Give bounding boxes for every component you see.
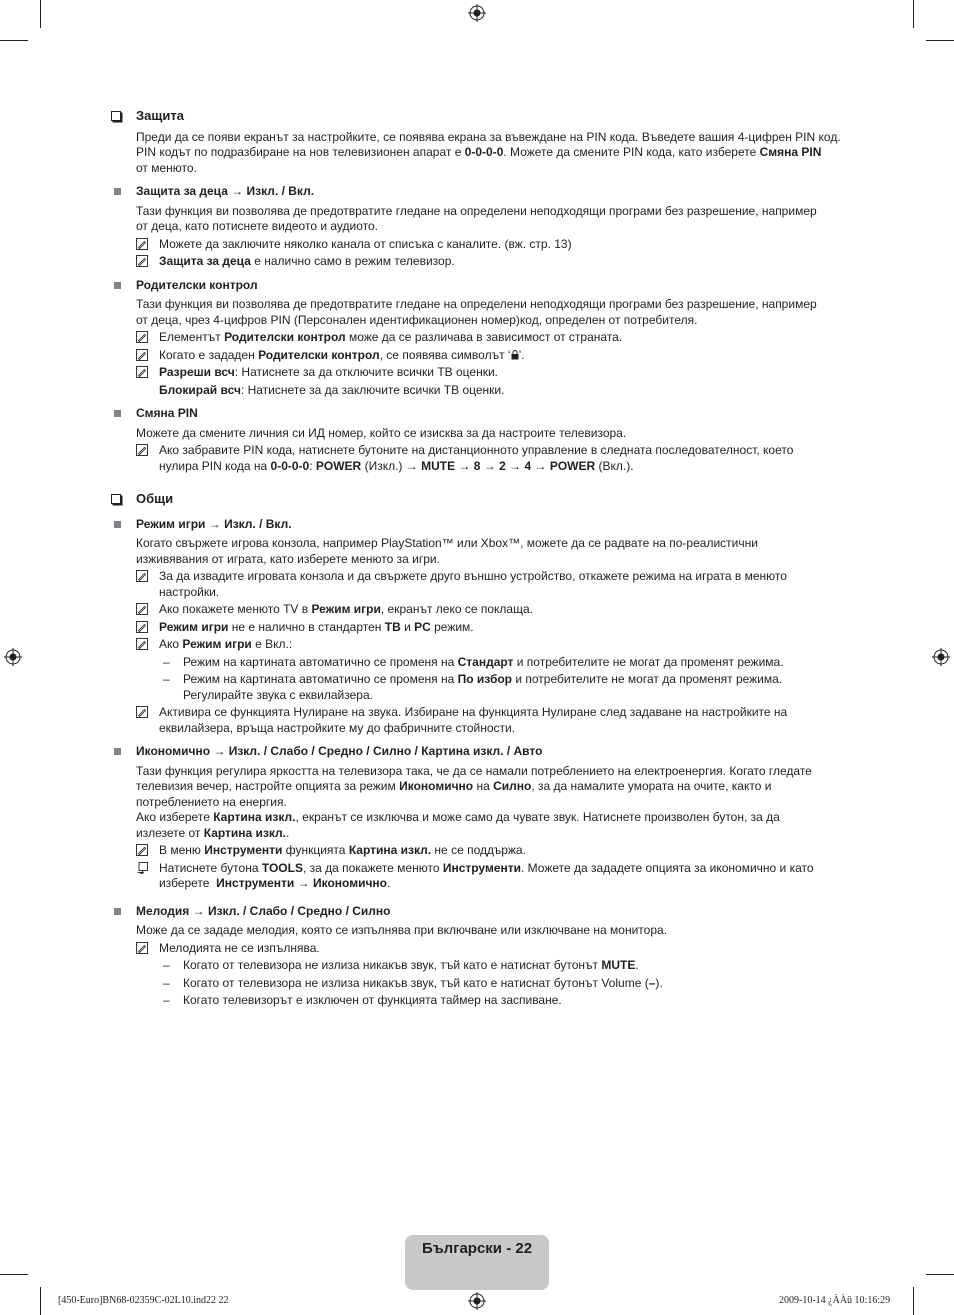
child-lock-desc <box>111 204 841 235</box>
section-heading-general <box>111 491 841 507</box>
note-item <box>111 637 841 653</box>
text-run: и потребителите не могат да променят режима. <box>512 672 783 686</box>
text-run: → <box>531 458 550 473</box>
text-line: от деца, като потиснете видеото и аудиото. <box>136 219 378 233</box>
text-run: Когато телевизорът е изключен от функцията таймер на заспиване. <box>183 993 562 1007</box>
text-run: 0-0-0-0 <box>270 458 310 473</box>
tools-remote-icon <box>136 862 148 874</box>
note-item <box>111 348 841 364</box>
section-title: Защита <box>136 108 184 123</box>
text-run: Когато е зададен <box>159 347 259 362</box>
subheading-game-mode <box>111 517 841 533</box>
note-pencil-icon <box>136 366 148 378</box>
text-run: : Натиснете за да заключите всички ТВ оценки. <box>240 382 505 397</box>
text-run: е Вкл.: <box>251 637 293 651</box>
text-run: и <box>400 619 415 634</box>
text-run: Родителски контрол <box>258 347 380 362</box>
text-run: По избор <box>457 672 513 686</box>
text-run: телевизия вечер, настройте опцията за режим <box>136 779 400 793</box>
text-run: Когато от телевизора не излиза никакъв звук, тъй като е натиснат бутонът <box>183 958 602 972</box>
text-run: Ако изберете <box>136 810 214 824</box>
text-line: Регулирайте звука с еквилайзера. <box>183 687 373 702</box>
dash-bullet: – <box>163 993 170 1007</box>
subheading-text: Защита за деца → Изкл. / Вкл. <box>136 184 315 198</box>
text-run: 4 <box>524 458 532 473</box>
text-run: ). <box>655 975 663 990</box>
text-line: За да извадите игровата конзола и да свържете друго външно устройство, откажете режима на играта в менюто <box>159 569 787 583</box>
crop-mark <box>0 40 28 41</box>
text-line <box>136 145 841 161</box>
text-run: → <box>480 458 500 473</box>
subheading-text: Смяна PIN <box>136 406 198 420</box>
text-run: 0-0-0-0 <box>464 145 504 159</box>
crop-mark <box>40 0 41 28</box>
slug-left: [450-Euro]BN68-02359C-02L10.ind22 22 <box>58 1295 229 1306</box>
text-run: излезете от <box>136 825 204 840</box>
gray-square-bullet-icon <box>114 282 121 289</box>
text-run: Картина изкл. <box>213 810 296 824</box>
text-run: Натиснете бутона <box>159 860 262 875</box>
text-line: Тази функция ви позволява де предотвратите гледане на определени неподходящи програми без разрешение, например <box>136 297 817 311</box>
registration-mark-icon <box>468 1292 486 1310</box>
text-line: Активира се функцията Нулиране на звука. Избиране на функцията Нулиране след задаване на настройките на <box>159 705 788 719</box>
gray-square-bullet-icon <box>114 188 121 195</box>
note-pencil-icon <box>136 603 148 615</box>
text-run: 2 <box>499 458 506 473</box>
subheading-text: Икономично → Изкл. / Слабо / Средно / Силно / Картина изкл. / Авто <box>136 744 543 758</box>
change-pin-desc <box>111 426 841 442</box>
text-run: → <box>505 458 525 473</box>
crop-mark <box>926 1274 954 1275</box>
subheading-text: Мелодия → Изкл. / Слабо / Средно / Силно <box>136 903 391 918</box>
text-run: : Натиснете за да отключите всички ТВ оценки. <box>234 365 499 379</box>
text-line <box>159 459 841 475</box>
crop-mark <box>40 1287 41 1315</box>
note-pencil-icon <box>136 238 148 250</box>
text-line: от деца, чрез 4-цифров PIN (Персонален идентификационен номер)код, определен от потребителя. <box>136 312 698 327</box>
subheading-melody <box>111 904 841 920</box>
text-run: Икономично <box>399 779 474 793</box>
dash-item <box>111 655 841 671</box>
subheading-change-pin <box>111 406 841 422</box>
gray-square-bullet-icon <box>114 748 121 755</box>
text-run: → <box>455 458 474 473</box>
text-run: – <box>648 975 656 990</box>
section-title: Общи <box>136 491 174 506</box>
text-line: от менюто. <box>136 160 197 175</box>
text-run: В меню <box>159 843 205 857</box>
text-line <box>136 826 841 842</box>
text-run: : <box>309 458 316 473</box>
text-run: нулира PIN кода на <box>159 458 271 473</box>
eco-desc <box>111 764 841 842</box>
melody-desc <box>111 923 841 939</box>
checkbox-bullet-icon <box>111 111 121 121</box>
note-item <box>111 254 841 270</box>
protection-intro <box>111 130 841 177</box>
text-run: PC <box>414 619 431 634</box>
note-item <box>111 705 841 736</box>
crop-mark <box>0 1274 28 1275</box>
note-item <box>111 843 841 859</box>
text-run: може да се различава в зависимост от страната. <box>345 330 623 344</box>
text-line: Можете да смените личния си ИД номер, който се изисква за да настроите телевизора. <box>136 425 627 440</box>
note-pencil-icon <box>136 621 148 633</box>
section-heading-protection <box>111 108 841 124</box>
text-run: MUTE <box>421 458 456 473</box>
note-item <box>111 443 841 474</box>
note-item <box>111 237 841 253</box>
dash-bullet: – <box>163 672 170 686</box>
text-run: . <box>635 958 639 972</box>
page-content <box>111 108 841 1009</box>
gray-square-bullet-icon <box>114 410 121 417</box>
note-text: Мелодията не се изпълнява. <box>159 940 320 955</box>
text-run: Стандарт <box>457 654 514 669</box>
text-run: функцията <box>282 843 349 857</box>
checkbox-bullet-icon <box>111 494 121 504</box>
note-pencil-icon <box>136 570 148 582</box>
text-line: Тази функция регулира яркостта на телевизора така, че да се намали потреблението на електроенергия. Когато гледате <box>136 763 812 778</box>
text-run: Ако <box>159 637 183 651</box>
gray-square-bullet-icon <box>114 908 121 915</box>
note-item <box>111 365 841 381</box>
text-run: (Изкл.) → <box>361 458 422 473</box>
text-line: Може да се зададе мелодия, която се изпълнява при включване или изключване на монитора. <box>136 923 668 937</box>
text-run: (Вкл.). <box>595 458 634 473</box>
text-line <box>183 672 841 688</box>
text-line <box>159 876 841 892</box>
dash-item <box>111 976 841 992</box>
subheading-parental <box>111 278 841 294</box>
text-run: ’. <box>518 347 525 362</box>
text-run: Картина изкл. <box>203 825 287 840</box>
text-run: . <box>387 876 391 890</box>
text-run: Защита за деца <box>159 254 251 268</box>
text-run: Ако покажете менюто TV в <box>159 602 312 616</box>
text-run: Разреши всч <box>159 365 235 379</box>
text-run: , екранът леко се поклаща. <box>380 602 533 616</box>
registration-mark-icon <box>932 648 950 666</box>
text-run: TOOLS <box>261 860 303 875</box>
text-run: и потребителите не могат да променят режима. <box>513 654 784 669</box>
dash-bullet: – <box>163 654 170 669</box>
text-run: . Можете да зададете опцията за икономично и като <box>521 860 814 875</box>
crop-mark <box>926 40 954 41</box>
crop-mark <box>913 0 914 28</box>
text-line: Когато свържете игрова конзола, например PlayStation™ или Xbox™, можете да се радвате на по-реалистични <box>136 536 758 550</box>
dash-bullet: – <box>163 958 170 972</box>
text-run: POWER <box>315 458 362 473</box>
note-pencil-icon <box>136 942 148 954</box>
text-run: не е налично в стандартен <box>228 619 385 634</box>
text-line: потреблението на енергия. <box>136 794 287 809</box>
note-pencil-icon <box>136 444 148 456</box>
text-run: Елементът <box>159 330 225 344</box>
text-run: на <box>473 779 494 793</box>
crop-mark <box>913 1287 914 1315</box>
text-run: Силно <box>493 779 532 793</box>
slug-right: 2009-10-14 ¿ÀÀü 10:16:29 <box>779 1295 891 1306</box>
dash-item <box>111 993 841 1009</box>
text-run: изберете <box>159 876 217 890</box>
text-line <box>136 810 841 826</box>
note-continuation <box>111 383 841 399</box>
text-run: Родителски контрол <box>224 330 346 344</box>
text-line: еквилайзера, връща настройките му до фабричните стойности. <box>159 720 516 735</box>
note-item <box>111 602 841 618</box>
text-run: , за да намалите умората на очите, както и <box>531 779 772 793</box>
dash-bullet: – <box>163 975 170 990</box>
note-pencil-icon <box>136 844 148 856</box>
note-pencil-icon <box>136 331 148 343</box>
subheading-child-lock <box>111 184 841 200</box>
text-line: Ако забравите PIN кода, натиснете бутоните на дистанционното управление в следната последователност, което <box>159 443 794 457</box>
note-text: Можете да заключите няколко канала от списъка с каналите. (вж. стр. 13) <box>159 236 572 251</box>
note-item <box>111 569 841 600</box>
dash-item <box>111 672 841 703</box>
subheading-text: Родителски контрол <box>136 277 258 292</box>
subheading-text: Режим игри → Изкл. / Вкл. <box>136 516 292 531</box>
text-line: настройки. <box>159 584 220 599</box>
text-run: не се поддържа. <box>431 843 526 857</box>
text-run: , за да покажете менюто <box>302 860 443 875</box>
game-mode-desc <box>111 536 841 567</box>
note-pencil-icon <box>136 349 148 361</box>
text-run: Картина изкл. <box>348 843 432 857</box>
text-run: , екранът се изключва и може само да чувате звук. Натиснете произволен бутон, за да <box>295 810 780 824</box>
text-run: Инструменти → Икономично <box>216 876 387 890</box>
text-run: Режим игри <box>311 602 381 616</box>
lock-icon <box>511 350 519 360</box>
text-run: PIN кодът по подразбиране на нов телевизионен апарат е <box>136 145 465 159</box>
text-run: Режим игри <box>182 637 252 651</box>
subheading-eco <box>111 744 841 760</box>
text-run: Режим игри <box>159 619 229 634</box>
text-run: 8 <box>473 458 481 473</box>
text-run: Блокирай всч <box>159 382 241 397</box>
tools-note-item <box>111 861 841 892</box>
note-item <box>111 941 841 957</box>
text-run: ТВ <box>384 619 401 634</box>
registration-mark-icon <box>468 4 486 22</box>
page-number-label: Български - 22 <box>421 1240 533 1257</box>
note-pencil-icon <box>136 706 148 718</box>
text-line: Тази функция ви позволява де предотвратите гледане на определени неподходящи програми без разрешение, например <box>136 203 817 218</box>
text-run: MUTE <box>601 958 636 972</box>
text-run: Режим на картината автоматично се променя на <box>183 654 458 669</box>
text-run: е налично само в режим телевизор. <box>250 254 455 268</box>
text-line: Преди да се появи екранът за настройките, се появява екрана за въвеждане на PIN кода. Въведете вашия 4-цифрен PIN код. <box>136 129 841 144</box>
dash-item <box>111 958 841 974</box>
text-run: Инструменти <box>204 843 283 857</box>
text-run: Когато от телевизора не излиза никакъв звук, тъй като е натиснат бутонът Volume ( <box>183 975 649 990</box>
note-item <box>111 330 841 346</box>
gray-square-bullet-icon <box>114 521 121 528</box>
text-line <box>136 779 841 795</box>
text-run: . Можете да смените PIN кода, като изберете <box>503 145 760 159</box>
text-run: , се появява символът ‘ <box>379 347 511 362</box>
note-item <box>111 620 841 636</box>
text-run: POWER <box>549 458 596 473</box>
text-run: . <box>286 825 290 840</box>
parental-desc <box>111 297 841 328</box>
text-run: Смяна PIN <box>759 145 822 159</box>
text-run: Режим на картината автоматично се променя на <box>183 672 458 686</box>
note-pencil-icon <box>136 255 148 267</box>
note-pencil-icon <box>136 638 148 650</box>
text-run: Инструменти <box>442 860 521 875</box>
registration-mark-icon <box>4 648 22 666</box>
text-line: изживявания от играта, като изберете менюто за игри. <box>136 551 440 566</box>
text-run: режим. <box>430 619 474 634</box>
text-line <box>159 861 841 877</box>
